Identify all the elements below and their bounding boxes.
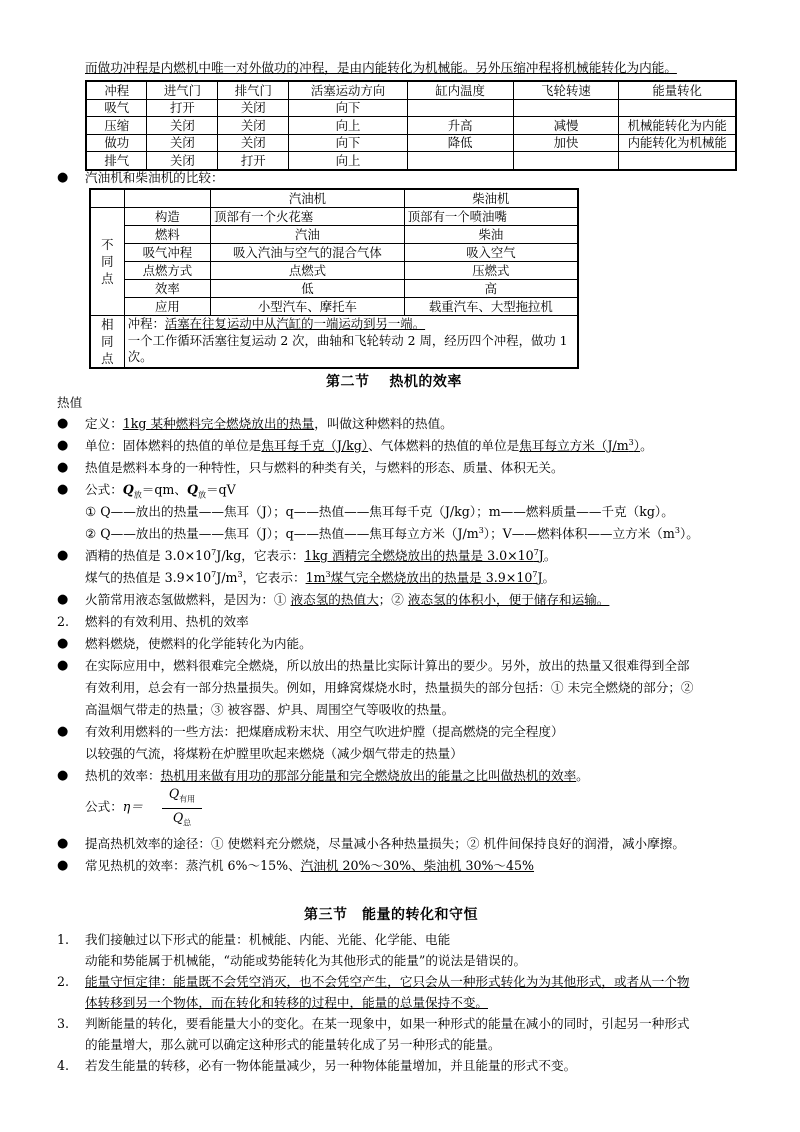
- formula-line: 公式：$Q_放=qm$、$Q_放=qV$: [85, 482, 236, 500]
- table-cell: 进气门: [147, 81, 218, 99]
- table-cell: 加快: [513, 134, 619, 152]
- intro-line: 而做功冲程是内燃机中唯一对外做功的冲程，是由内能转化为机械能。另外压缩冲程将机械能转化为内能。: [85, 60, 677, 75]
- alcohol-line: 酒精的热值是 $3.0\times 10^7J/kg$，它表示：1kg 酒精完全燃烧放出的热量是 $3.0\times 10^7J$。: [85, 547, 557, 563]
- common-efficiency-line: 常见热机的效率：蒸汽机 6%～15%、汽油机 20%～30%、柴油机 30%～45%: [85, 858, 535, 873]
- table-cell: 吸入汽油与空气的混合气体: [211, 244, 405, 262]
- table-cell: [90, 189, 124, 208]
- efficiency-heading: 燃料的有效利用、热机的效率: [85, 614, 249, 629]
- bullet-icon: ●: [57, 170, 69, 185]
- loss-line-3: 高温烟气带走的热量；③ 被容器、炉具、周围空气等吸收的热量。: [85, 702, 455, 717]
- table-cell: [124, 189, 210, 208]
- item-number: 2.: [57, 974, 70, 989]
- table-row: [90, 208, 578, 226]
- eta-formula-label: 公式：η＝: [85, 799, 143, 814]
- bullet-icon: ●: [57, 724, 69, 739]
- table-cell: 关闭: [147, 134, 218, 152]
- table-row: [86, 99, 736, 117]
- table-cell: 排气: [86, 152, 147, 170]
- effective-use-line-2: 以较强的气流，将煤粉在炉膛里吹起来燃烧（减少烟气带走的热量）: [85, 746, 463, 761]
- bullet-icon: ●: [57, 768, 69, 783]
- table-cell: [619, 99, 736, 117]
- table-cell: 压燃式: [404, 262, 578, 280]
- property-line: 热值是燃料本身的一种特性，只与燃料的种类有关，与燃料的形态、质量、体积无关。: [85, 460, 564, 475]
- engine-compare-table: [89, 188, 579, 369]
- table-cell: 升高: [407, 117, 513, 135]
- table-cell: 内能转化为机械能: [619, 134, 736, 152]
- table-cell: 向上: [289, 117, 408, 135]
- energy-forms-line-1: 我们接触过以下形式的能量：机械能、内能、光能、化学能、电能: [85, 932, 451, 947]
- energy-transfer-line: 若发生能量的转移，必有一物体能量减少，另一种物体能量增加，并且能量的形式不变。: [85, 1058, 577, 1073]
- bullet-icon: ●: [57, 636, 69, 651]
- table-cell: 向下: [289, 99, 408, 117]
- bullet-icon: ●: [57, 416, 69, 431]
- similarities-label: 相 同 点: [90, 316, 124, 369]
- effective-use-line-1: 有效利用燃料的一些方法：把煤磨成粉末状、用空气吹进炉膛（提高燃烧的完全程度）: [85, 724, 564, 739]
- table-cell: 关闭: [218, 134, 289, 152]
- table-cell: 打开: [218, 152, 289, 170]
- table-row: [90, 316, 578, 369]
- loss-line-2: 有效利用，总会有一部分热量损失。例如，用蜂窝煤烧水时，热量损失的部分包括：① 未完全燃烧的部分；②: [85, 680, 694, 695]
- table-cell: 活塞运动方向: [289, 81, 408, 99]
- unit-line: 单位：固体燃料的热值的单位是焦耳每千克（J/kg）、气体燃料的热值的单位是焦耳每立方米$(J/m^3)$。: [85, 437, 653, 453]
- conservation-law-line-1: 能量守恒定律：能量既不会凭空消灭，也不会凭空产生，它只会从一种形式转化为为其他形式，或者从一个物: [85, 974, 690, 989]
- bullet-icon: ●: [57, 858, 69, 873]
- table-cell: 排气门: [218, 81, 289, 99]
- table-cell: 构造: [124, 208, 210, 226]
- table-row: [90, 226, 578, 244]
- item-number: 4.: [57, 1058, 70, 1073]
- section-2-title: 第二节 热机的效率: [326, 374, 462, 390]
- table-cell: 小型汽车、摩托车: [211, 298, 405, 316]
- table-cell: 打开: [147, 99, 218, 117]
- bullet-icon: ●: [57, 482, 69, 497]
- section-3-title: 第三节 能量的转化和守恒: [304, 907, 478, 923]
- similarities-text: 冲程：活塞在往复运动中从汽缸的一端运动到另一端。 一个工作循环活塞往复运动 2 次，曲轴和飞轮转动 2 周，经历四个冲程，做功 1 次。: [124, 316, 578, 369]
- table-cell: 向下: [289, 134, 408, 152]
- table-cell: [619, 152, 736, 170]
- judge-conversion-line-2: 的能量增大，那么就可以确定这种形式的能量转化成了另一种形式的能量。: [85, 1037, 501, 1052]
- table-cell: 柴油: [404, 226, 578, 244]
- stroke-table: [85, 80, 737, 171]
- formula-explain-2: ② Q——放出的热量——焦耳（J）；q——热值——焦耳每立方米$(J/m^3)$；V——燃料体积——立方米$(m^3)$。: [85, 525, 699, 541]
- table-cell: 压缩: [86, 117, 147, 135]
- table-cell: 点燃方式: [124, 262, 210, 280]
- table-cell: 冲程: [86, 81, 147, 99]
- compare-title: 汽油机和柴油机的比较：: [85, 170, 224, 185]
- table-cell: 效率: [124, 280, 210, 298]
- table-cell: [513, 152, 619, 170]
- table-row: [90, 244, 578, 262]
- item-number: 2.: [57, 614, 70, 629]
- table-cell: [513, 99, 619, 117]
- table-header-row: [90, 189, 578, 208]
- judge-conversion-line-1: 判断能量的转化，要看能量大小的变化。在某一现象中，如果一种形式的能量在减小的同时，引起另一种形式: [85, 1016, 690, 1031]
- bullet-icon: ●: [57, 836, 69, 851]
- table-cell: 吸气: [86, 99, 147, 117]
- item-number: 1.: [57, 932, 70, 947]
- table-cell: 载重汽车、大型拖拉机: [404, 298, 578, 316]
- table-row: [86, 134, 736, 152]
- table-cell: 点燃式: [211, 262, 405, 280]
- table-cell: 高: [404, 280, 578, 298]
- table-cell: 关闭: [218, 117, 289, 135]
- table-cell: 机械能转化为内能: [619, 117, 736, 135]
- table-cell: 能量转化: [619, 81, 736, 99]
- item-number: 3.: [57, 1016, 70, 1031]
- table-cell: [407, 152, 513, 170]
- engine-efficiency-def: 热机的效率：热机用来做有用功的那部分能量和完全燃烧放出的能量之比叫做热机的效率。: [85, 768, 589, 783]
- loss-line-1: 在实际应用中，燃料很难完全燃烧，所以放出的热量比实际计算出的要少。另外，放出的热量又很难得到全部: [85, 658, 690, 673]
- table-cell: 降低: [407, 134, 513, 152]
- definition-line: 定义：1kg 某种燃料完全燃烧放出的热量，叫做这种燃料的热值。: [85, 416, 453, 431]
- table-cell: 关闭: [218, 99, 289, 117]
- table-cell: 关闭: [147, 117, 218, 135]
- table-row: [90, 280, 578, 298]
- table-cell: 向上: [289, 152, 408, 170]
- formula-explain-1: ① Q——放出的热量——焦耳（J）；q——热值——焦耳每千克（J/kg）；m——燃料质量——千克（kg）。: [85, 504, 674, 519]
- eta-fraction: $Q_{有用}$ $Q_总$: [162, 786, 202, 832]
- differences-label: 不 同 点: [90, 208, 124, 316]
- table-cell: 飞轮转速: [513, 81, 619, 99]
- table-row: [86, 117, 736, 135]
- rocket-line: 火箭常用液态氢做燃料，是因为：① 液态氢的热值大；② 液态氢的体积小，便于储存和运输。: [85, 592, 610, 607]
- table-row: [90, 298, 578, 316]
- conservation-law-line-2: 体转移到另一个物体，而在转化和转移的过程中，能量的总量保持不变。: [85, 995, 488, 1010]
- table-cell: 缸内温度: [407, 81, 513, 99]
- table-cell: [407, 99, 513, 117]
- table-cell: 顶部有一个喷油嘴: [404, 208, 578, 226]
- table-cell: 燃料: [124, 226, 210, 244]
- heat-value-label: 热值: [57, 395, 83, 410]
- gasoline-engine-header: 汽油机: [211, 189, 405, 208]
- bullet-icon: ●: [57, 548, 69, 563]
- improve-line: 提高热机效率的途径：① 使燃料充分燃烧，尽量减小各种热量损失；② 机件间保持良好的润滑，减小摩擦。: [85, 836, 685, 851]
- table-row: [86, 152, 736, 170]
- table-cell: 顶部有一个火花塞: [211, 208, 405, 226]
- table-cell: 吸气冲程: [124, 244, 210, 262]
- bullet-icon: ●: [57, 658, 69, 673]
- table-cell: 减慢: [513, 117, 619, 135]
- diesel-engine-header: 柴油机: [404, 189, 578, 208]
- table-cell: 汽油: [211, 226, 405, 244]
- bullet-icon: ●: [57, 460, 69, 475]
- table-cell: 吸入空气: [404, 244, 578, 262]
- bullet-icon: ●: [57, 592, 69, 607]
- gas-line: 煤气的热值是 $3.9\times 10^7J/m^3$，它表示：$1m^3$煤气完全燃烧放出的热量是 $3.9\times 10^7J$。: [85, 569, 556, 585]
- table-cell: 低: [211, 280, 405, 298]
- table-cell: 关闭: [147, 152, 218, 170]
- energy-forms-line-2: 动能和势能属于机械能，“动能或势能转化为其他形式的能量”的说法是错误的。: [85, 953, 527, 968]
- table-row: [90, 262, 578, 280]
- table-header-row: [86, 81, 736, 99]
- bullet-icon: ●: [57, 438, 69, 453]
- table-cell: 应用: [124, 298, 210, 316]
- table-cell: 做功: [86, 134, 147, 152]
- burn-line: 燃料燃烧，使燃料的化学能转化为内能。: [85, 636, 312, 651]
